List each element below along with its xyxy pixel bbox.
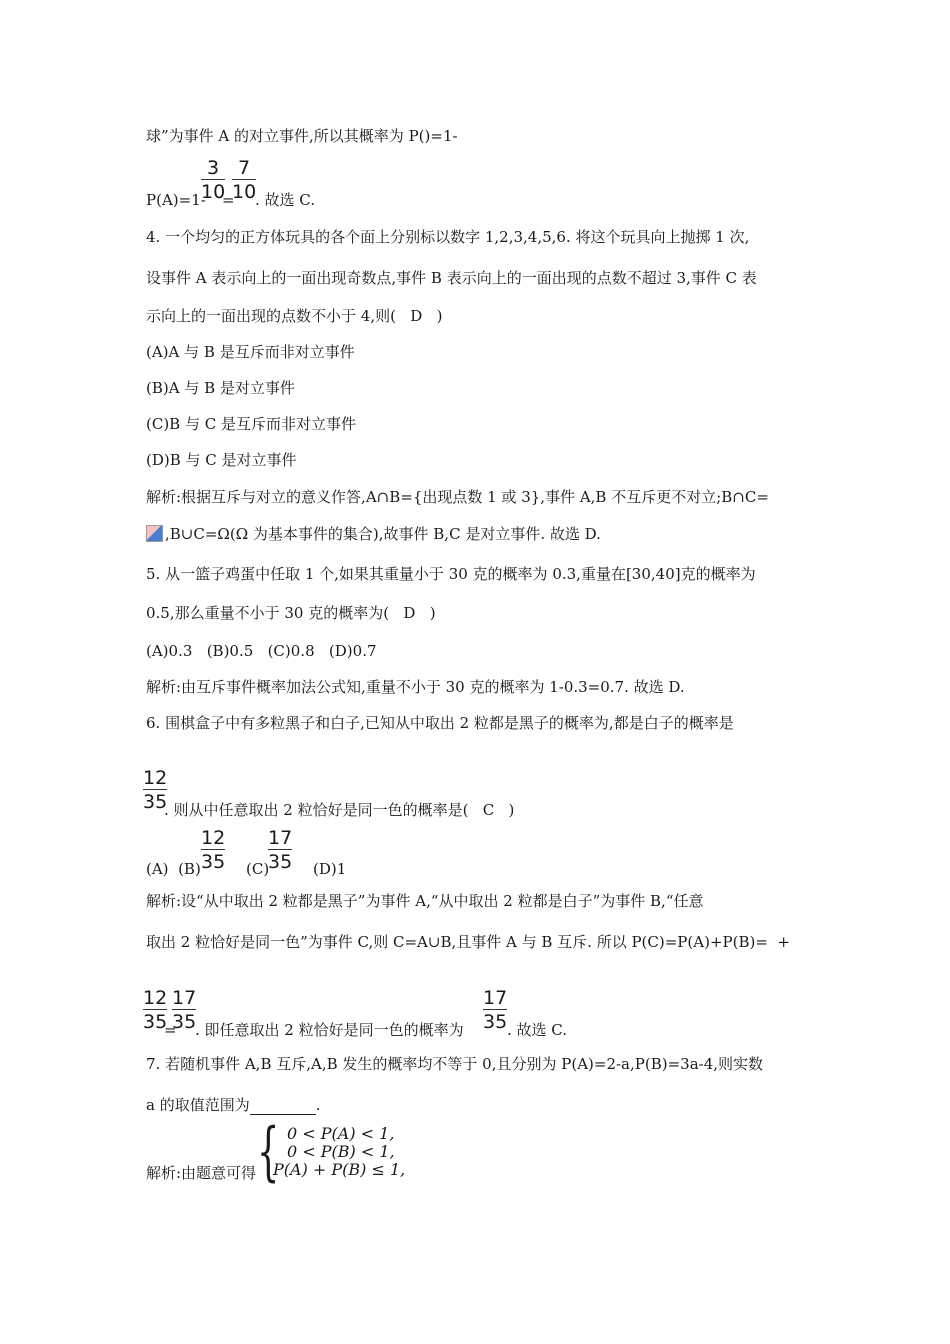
question-6-text: 6. 围棋盒子中有多粒黑子和白子,已知从中取出 2 粒都是黑子的概率为,都是白子的概率是 bbox=[146, 714, 734, 732]
text-line: . 故选 C. bbox=[255, 191, 316, 209]
solution-6-text: 解析:设“从中取出 2 粒都是黑子”为事件 A,“从中取出 2 粒都是白子”为事件 B,“任意 bbox=[146, 892, 704, 910]
fraction-17-35: 17 35 bbox=[172, 987, 197, 1033]
answer-blank[interactable] bbox=[250, 1098, 316, 1115]
option-c: (C)B 与 C 是互斥而非对立事件 bbox=[146, 415, 356, 433]
solution-7-text: 解析:由题意可得 bbox=[146, 1164, 257, 1182]
option-b: (B)A 与 B 是对立事件 bbox=[146, 379, 295, 397]
solution-5-text: 解析:由互斥事件概率加法公式知,重量不小于 30 克的概率为 1-0.3=0.7. 故选 D. bbox=[146, 678, 685, 696]
question-7-text: a 的取值范围为 . bbox=[146, 1096, 321, 1114]
option-c-fraction-17-35: 17 35 bbox=[268, 827, 293, 873]
question-6-options: (A) (B) bbox=[146, 860, 201, 878]
question-4-text: 示向上的一面出现的点数不小于 4,则( D ) bbox=[146, 307, 443, 325]
question-4-text: 4. 一个均匀的正方体玩具的各个面上分别标以数字 1,2,3,4,5,6. 将这个玩具向上抛掷 1 次, bbox=[146, 228, 750, 246]
solution-6-text: . 故选 C. bbox=[507, 1021, 568, 1039]
inequality-2: 0 < P(B) < 1, bbox=[287, 1142, 395, 1161]
solution-4-text: 解析:根据互斥与对立的意义作答,A∩B={出现点数 1 或 3},事件 A,B 不互斥更不对立;B∩C= bbox=[146, 488, 769, 506]
fraction-7-10: 7 10 bbox=[232, 157, 257, 203]
text-line: P(A)=1- bbox=[146, 191, 206, 209]
left-brace: { bbox=[257, 1115, 280, 1189]
fraction-17-35: 17 35 bbox=[483, 987, 508, 1033]
question-7-text: 7. 若随机事件 A,B 互斥,A,B 发生的概率均不等于 0,且分别为 P(A)=2-a,P(B)=3a-4,则实数 bbox=[146, 1055, 764, 1073]
equals-sign: = bbox=[164, 1021, 177, 1039]
question-4-text: 设事件 A 表示向上的一面出现奇数点,事件 B 表示向上的一面出现的点数不超过 3,事件 C 表 bbox=[146, 269, 757, 287]
equals-sign: = bbox=[222, 191, 235, 209]
empty-set-image-icon bbox=[146, 525, 163, 542]
fraction-12-35: 12 35 bbox=[143, 767, 168, 813]
option-c-label: (C) bbox=[246, 860, 270, 878]
fraction-12-35: 12 35 bbox=[143, 987, 168, 1033]
fraction-3-10: 3 10 bbox=[201, 157, 226, 203]
inequality-1: 0 < P(A) < 1, bbox=[287, 1124, 395, 1143]
solution-6-text: 取出 2 粒恰好是同一色”为事件 C,则 C=A∪B,且事件 A 与 B 互斥. 所以 P(C)=P(A)+P(B)= + bbox=[146, 933, 790, 951]
question-5-text: 5. 从一篮子鸡蛋中任取 1 个,如果其重量小于 30 克的概率为 0.3,重量在[30,40]克的概率为 bbox=[146, 565, 756, 583]
question-6-text: . 则从中任意取出 2 粒恰好是同一色的概率是( C ) bbox=[164, 801, 515, 819]
question-5-options: (A)0.3 (B)0.5 (C)0.8 (D)0.7 bbox=[146, 642, 377, 660]
option-d: (D)B 与 C 是对立事件 bbox=[146, 451, 297, 469]
solution-4-text: ,B∪C=Ω(Ω 为基本事件的集合),故事件 B,C 是对立事件. 故选 D. bbox=[146, 524, 601, 544]
solution-6-text: . 即任意取出 2 粒恰好是同一色的概率为 bbox=[195, 1021, 464, 1039]
option-b-fraction-12-35: 12 35 bbox=[201, 827, 226, 873]
text-line: 球”为事件 A 的对立事件,所以其概率为 P()=1- bbox=[146, 127, 458, 145]
inequality-3: P(A) + P(B) ≤ 1, bbox=[273, 1160, 406, 1179]
question-5-text: 0.5,那么重量不小于 30 克的概率为( D ) bbox=[146, 604, 436, 622]
option-a: (A)A 与 B 是互斥而非对立事件 bbox=[146, 343, 355, 361]
option-d-label: (D)1 bbox=[313, 860, 347, 878]
